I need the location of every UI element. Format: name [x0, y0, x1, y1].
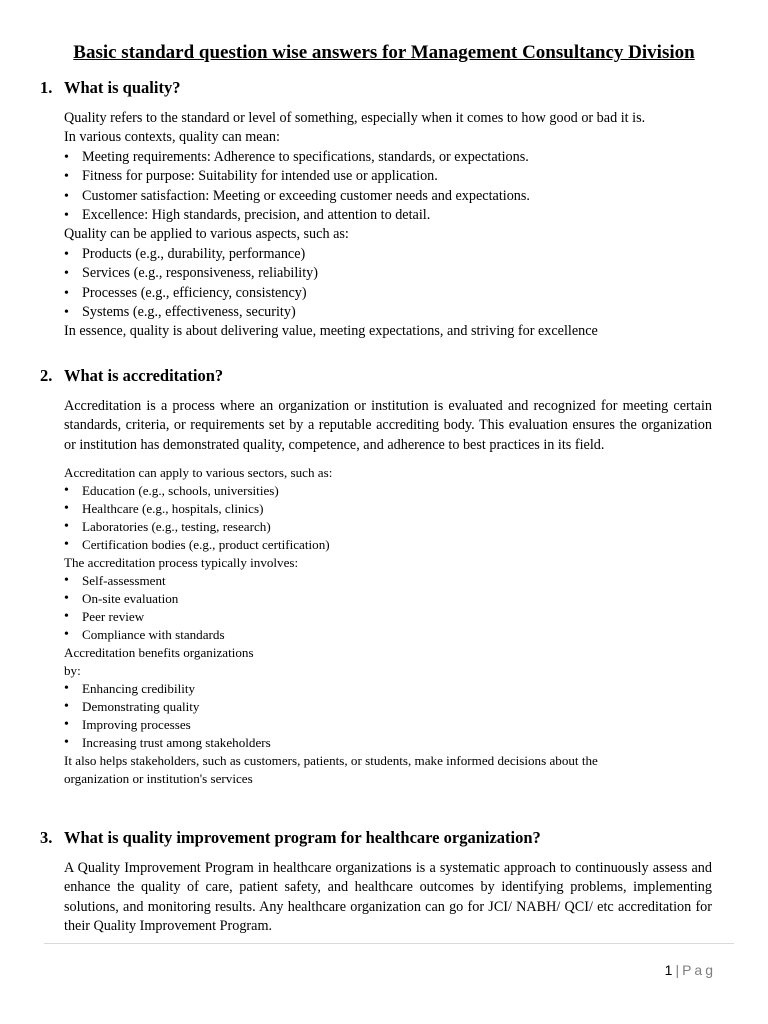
paragraph: The accreditation process typically involves:	[64, 555, 299, 571]
list-item: • Compliance with standards	[64, 626, 712, 644]
section-heading-text: What is accreditation?	[64, 366, 224, 385]
list-item: • Fitness for purpose: Suitability for intended use or application.	[64, 167, 646, 186]
page-number: 1	[664, 962, 673, 978]
list-item: • Education (e.g., schools, universities)	[64, 482, 712, 500]
page-footer	[665, 962, 716, 978]
footer-divider	[44, 943, 734, 944]
list-item: • Meeting requirements: Adherence to specifications, standards, or expectations.	[64, 148, 646, 167]
list-item: • Demonstrating quality	[64, 698, 712, 716]
list-item: • Healthcare (e.g., hospitals, clinics)	[64, 500, 712, 518]
list-item: • Customer satisfaction: Meeting or exceeding customer needs and expectations.	[64, 187, 646, 206]
paragraph: It also helps stakeholders, such as customers, patients, or students, make informed decisions about the organization or institution's services	[64, 753, 598, 787]
list-item: • Processes (e.g., efficiency, consistency)	[64, 284, 646, 303]
paragraph: Quality refers to the standard or level of something, especially when it comes to how good or bad it is. In various contexts, quality can mean:	[64, 110, 646, 146]
list-item: • Self-assessment	[64, 572, 712, 590]
section-heading-text: What is quality improvement program for healthcare organization?	[64, 828, 541, 847]
section-number: 1.	[40, 78, 53, 97]
paragraph: by:	[64, 663, 81, 679]
paragraph: A Quality Improvement Program in healthcare organizations is a systematic approach to continuously assess and enhance the quality of care, patient safety, and healthcare outcomes by identifying problems, implementing solutions, and monitoring results. Any healthcare organization can go for JCI/ NABH/ QCI/ etc accreditation for their Quality Improvement Program.	[64, 860, 712, 935]
section-what-is-quality	[40, 77, 720, 342]
list-item: • Certification bodies (e.g., product certification)	[64, 536, 712, 554]
paragraph: Accreditation is a process where an organization or institution is evaluated and recognized for meeting certain standards, criteria, or requirements set by a reputable accrediting body. This evaluation ensures the organization or institution has demonstrated quality, competence, and adherence to best practices in its field.	[64, 398, 712, 453]
list-item: • Systems (e.g., effectiveness, security)	[64, 303, 646, 322]
list-item: • Products (e.g., durability, performance)	[64, 245, 646, 264]
list-item: • Excellence: High standards, precision, and attention to detail.	[64, 206, 646, 225]
list-item: • On-site evaluation	[64, 590, 712, 608]
footer-separator: |	[675, 962, 680, 978]
section-heading	[40, 77, 720, 99]
list-item: • Increasing trust among stakeholders	[64, 734, 712, 752]
list-item: • Improving processes	[64, 716, 712, 734]
list-item: • Peer review	[64, 608, 712, 626]
document-title: Basic standard question wise answers for Management Consultancy Division	[73, 42, 695, 63]
section-quality-improvement-program	[40, 827, 720, 937]
paragraph: Accreditation can apply to various sectors, such as:	[64, 465, 333, 481]
section-heading-text: What is quality?	[64, 78, 181, 97]
page-label: Pag	[682, 962, 716, 978]
bullet-list	[64, 680, 712, 752]
paragraph: In essence, quality is about delivering value, meeting expectations, and striving for excellence	[64, 323, 598, 340]
section-heading	[40, 365, 720, 387]
list-item: • Enhancing credibility	[64, 680, 712, 698]
section-heading	[40, 827, 720, 849]
bullet-list	[64, 245, 646, 323]
list-item: • Services (e.g., responsiveness, reliability)	[64, 264, 646, 283]
bullet-list	[64, 148, 646, 226]
section-number: 3.	[40, 828, 53, 847]
section-number: 2.	[40, 366, 53, 385]
section-what-is-accreditation	[40, 365, 720, 788]
paragraph: Quality can be applied to various aspects, such as:	[64, 226, 349, 243]
list-item: • Laboratories (e.g., testing, research)	[64, 518, 712, 536]
bullet-list	[64, 482, 712, 554]
bullet-list	[64, 572, 712, 644]
paragraph: Accreditation benefits organizations	[64, 645, 254, 661]
